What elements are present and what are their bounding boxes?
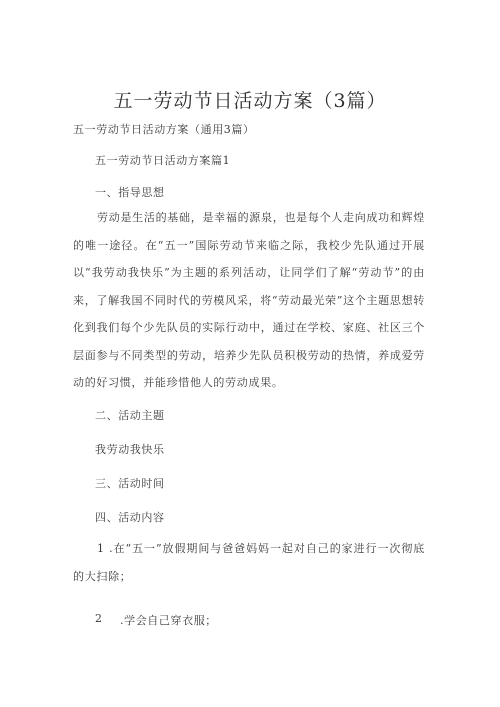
guiding-paragraph <box>73 204 425 397</box>
article-heading: 五一劳动节日活动方案篇1 <box>95 154 231 167</box>
content-item-2-number: 2 <box>95 612 103 625</box>
section-heading-content: 四、活动内容 <box>95 511 165 524</box>
document-subtitle: 五一劳动节日活动方案（通用3篇） <box>73 123 255 136</box>
content-item-1-text: 1 .在“五一”放假期间与爸爸妈妈一起对自己的家进行一次彻底的大扫除； <box>73 542 425 583</box>
content-item-2-text: .学会自己穿衣服； <box>120 614 217 627</box>
content-item-1 <box>73 535 425 590</box>
section-heading-guiding: 一、指导思想 <box>95 186 165 199</box>
activity-theme: 我劳动我快乐 <box>95 443 165 456</box>
section-heading-theme: 二、活动主题 <box>95 409 165 422</box>
guiding-paragraph-text: 劳动是生活的基础，是幸福的源泉，也是每个人走向成功和辉煌的唯一途径。在“五一”国际劳动节来临之际，我校少先队通过开展以“我劳动我快乐”为主题的系列活动，让同学们了解“劳动节”的由来，了解我国不同时代的劳模风采，将“劳动最光荣”这个主题思想转化到我们每个少先队员的实际行动中，通过在学校、家庭、社区三个层面参与不同类型的劳动，培养少先队员积极劳动的热情，养成爱劳动的好习惯，并能珍惜他人的劳动成果。 <box>73 211 425 389</box>
section-heading-time: 三、活动时间 <box>95 477 165 490</box>
document-title: 五一劳动节日活动方案（3篇） <box>113 90 387 112</box>
